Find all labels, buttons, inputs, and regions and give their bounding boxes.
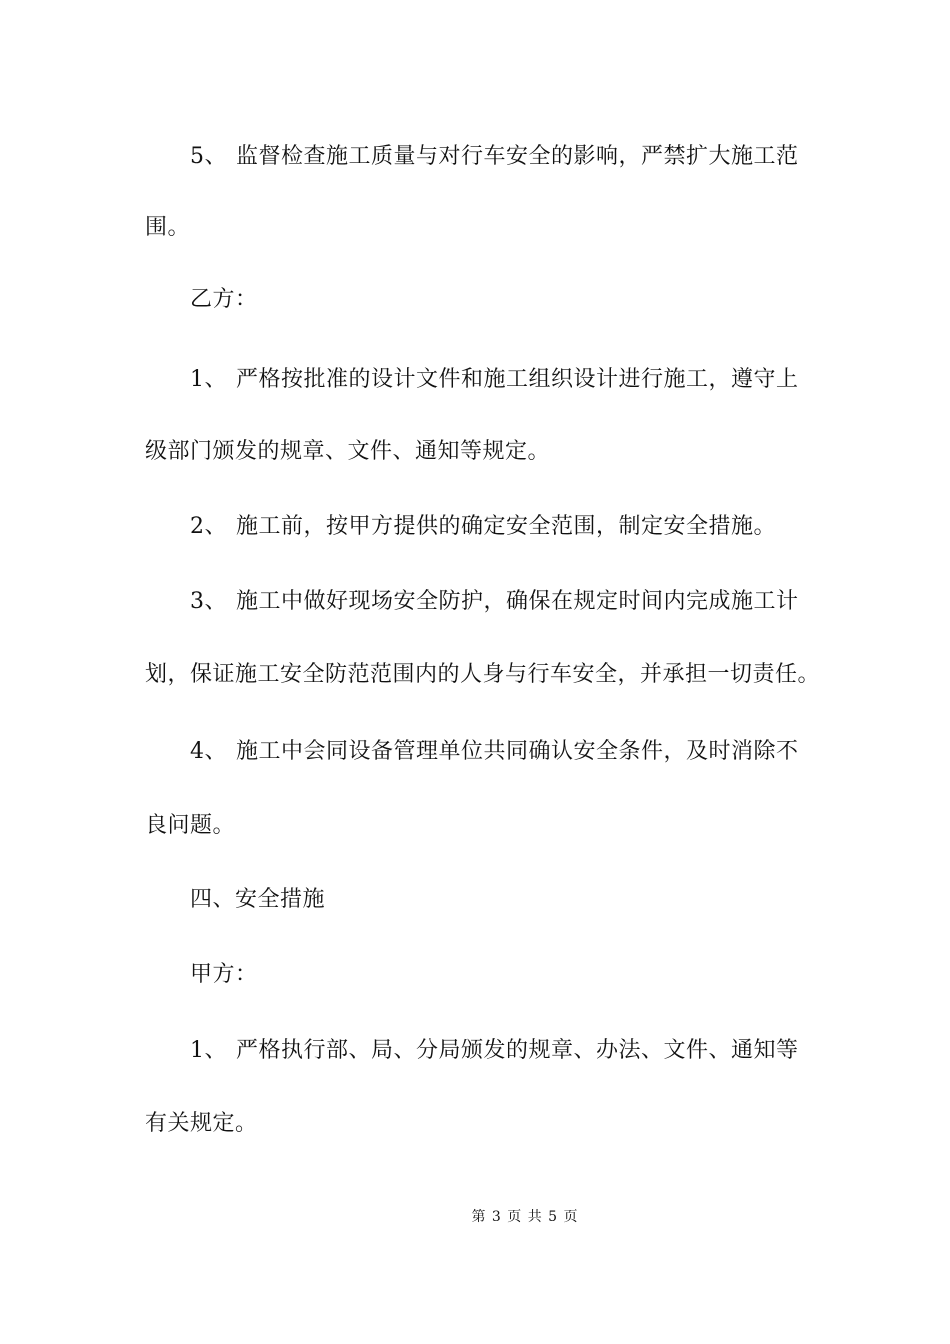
section-label-party-b <box>190 285 258 315</box>
item-number: 2、 <box>190 514 227 539</box>
line-text: 甲方： <box>190 962 258 987</box>
paragraph-line-14 <box>145 1109 258 1139</box>
line-text: 四、安全措施 <box>190 887 326 912</box>
section-label-party-a <box>190 960 258 990</box>
line-text: 严格按批准的设计文件和施工组织设计进行施工，遵守上 <box>236 367 799 392</box>
line-text: 施工中会同设备管理单位共同确认安全条件，及时消除不 <box>236 739 799 764</box>
line-text: 良问题。 <box>145 813 236 838</box>
section-heading-safety-measures <box>190 885 325 915</box>
paragraph-line-9 <box>190 737 799 767</box>
line-text: 施工前，按甲方提供的确定安全范围，制定安全措施。 <box>236 514 777 539</box>
line-text: 施工中做好现场安全防护，确保在规定时间内完成施工计 <box>236 589 799 614</box>
item-number: 4、 <box>190 739 227 764</box>
paragraph-line-6 <box>190 512 776 542</box>
page-footer <box>0 1207 950 1227</box>
paragraph-line-1 <box>190 142 799 172</box>
page-number: 第 3 页 共 5 页 <box>471 1209 579 1225</box>
paragraph-line-5 <box>145 437 550 467</box>
line-text: 有关规定。 <box>145 1111 258 1136</box>
paragraph-line-10 <box>145 811 235 841</box>
line-text: 乙方： <box>190 287 258 312</box>
line-text: 严格执行部、局、分局颁发的规章、办法、文件、通知等 <box>236 1038 799 1063</box>
paragraph-line-2 <box>145 213 190 243</box>
paragraph-line-7 <box>190 587 799 617</box>
line-text: 监督检查施工质量与对行车安全的影响，严禁扩大施工范 <box>236 144 799 169</box>
line-text: 围。 <box>145 215 191 240</box>
paragraph-line-8 <box>145 660 820 690</box>
item-number: 5、 <box>190 144 227 169</box>
item-number: 1、 <box>190 367 227 392</box>
item-number: 3、 <box>190 589 227 614</box>
line-text: 级部门颁发的规章、文件、通知等规定。 <box>145 439 551 464</box>
paragraph-line-13 <box>190 1036 799 1066</box>
item-number: 1、 <box>190 1038 227 1063</box>
paragraph-line-4 <box>190 365 799 395</box>
line-text: 划，保证施工安全防范范围内的人身与行车安全，并承担一切责任。 <box>145 662 821 687</box>
